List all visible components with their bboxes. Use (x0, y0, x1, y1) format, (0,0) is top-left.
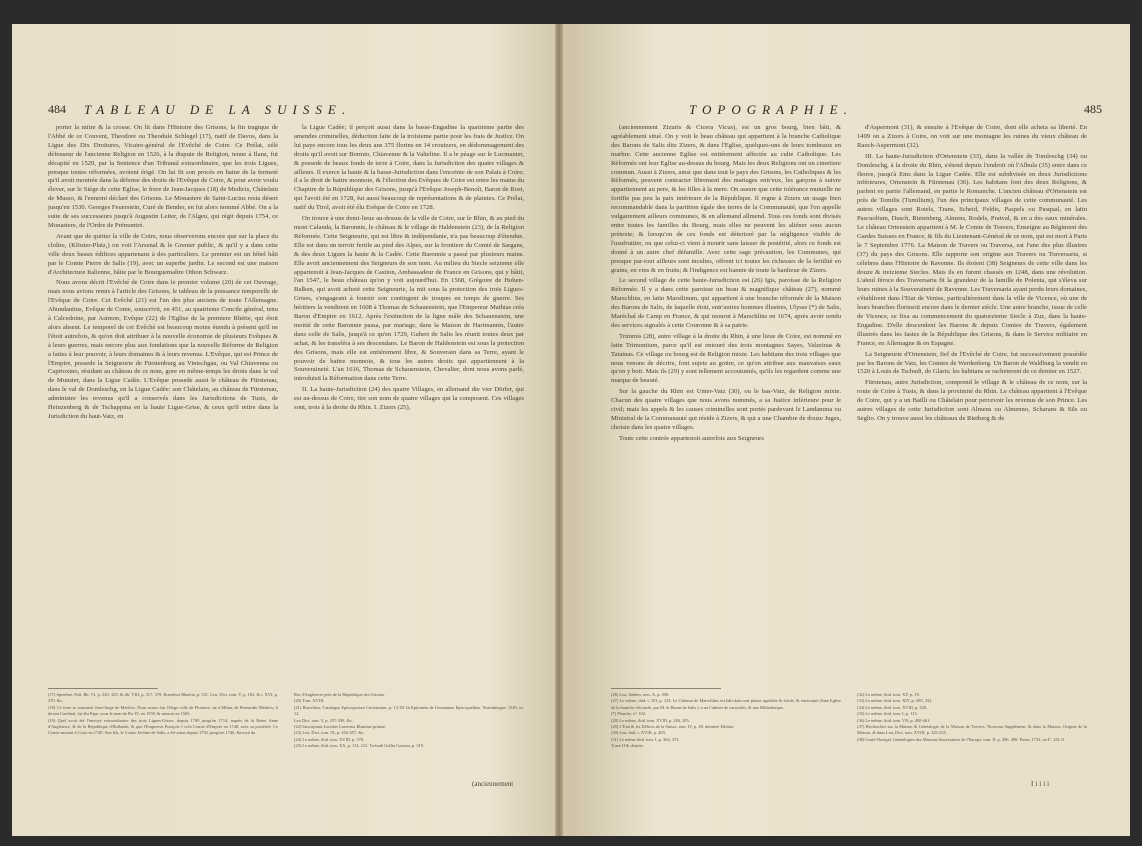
book-gutter (555, 24, 563, 836)
footnote: (25) Le même, ibid. tom. XX, p. 114, 213. Tschudi Gallia Comata, p. 319. (294, 743, 425, 749)
footnote: (30) Leu, ibid. t. XVIII, p. 403. (611, 730, 666, 736)
footnote: (*) Planche, n° 102. (611, 711, 647, 717)
footnotes-right-1 (611, 692, 841, 750)
paragraph: (anciennement Zizuris & Cicera Vicus), est un gros bourg, bien bâti, & agréablement situé. On y voit le beau château qui appartient à la branche Catholique des Barons de Salis dits Zizers, & dans l'Eglise, quelques-uns de leurs tombeaux en marbre. Cette ancienne Eglise est entiérement affectée au culte Catholique. Les Réformés ont leur Eglise au-dessus du bourg. Mais les deux Religions ont un cimetiere commun. Aussi à Zizers, ainsi que dans tout le pays des Grisons, les Catholiques & les Réformés, peuvent contracter librement des mariages entr'eux, les garçons à suivre appartiennent au pere, & les filles à la mere. On assure que cette tolérance mutuelle ne fortifie pas peu la paix intérieure de la République. Il regne à Zizers un usage bien recommandable dans la partition égale des terres de la Communauté, que l'on appelle vulgairement ailleurs communes, & en allemand allmend. Tous ces fonds sont divisés entre toutes les familles du Bourg, mais elles ne peuvent les aliéner sous aucun prétexte; & lorsqu'on de ces fonds est déterioré par la négligence visible de l'usufruitier, ou que celui-ci vient à mourir sans laisser de postérité, alors ce fonds est donné à un autre chef défamille. Avec cette sage précaution, les Communes, qui presque par-tout ailleurs sont incultes, offrent ici toutes les richesses de la fertilité en grains, en vins & en fruits; & l'indigence est bannie de toute la banlieue de Zizers. (611, 124, 841, 274)
footnote: (19) Quel avoit été l'envoyé extraordinaire des trois Ligues-Grises, depuis 1700 jusqu'en 1714, auprès de la Reine Anne d'Angleterre, & de la République d'Hollande, & que l'Empereur François I créa Comte d'Empire en 1748, avec sa postérité. Ce Comte mourut à Coire en 1749. Son fils, le Comte Jérôme de Salis, a été aussi depuis 1750, jusqu'en 1746, Envoyé du (48, 717, 278, 736)
paragraph: La Seigneurie d'Ortenstein, fief de l'Evêché de Coire, fut successivement possédée par les Barons de Vatz, les Comtes de Werdenberg. Un Baron de Waldburg la vendit en 1520 à Louis de Tschudi, de Glaris; les habitans se racheterent de ce dernier en 1527. (857, 350, 1087, 376)
footnote: (35) Le même, ibid. tom. I, p. 113. (857, 711, 918, 717)
paragraph: II. La haute-Jurisdiction (24) des quatre Villages, en allemand die vier Dörfer, qui est au-dessus de Coire, tire son nom de quatre villages qui la composent. Ces villages sont, trois à la droite du Rhin. I. Zizers (25), (294, 386, 524, 412)
footnote: (29) L'Etat & les Délices de la Suisse, tom. IV, p. 48, derniere Edition. (611, 724, 735, 730)
paragraph: Sur la gauche du Rhin est Unter-Vatz (30), ou le bas-Vatz, de Religion mixte. Chacun des quatre villages que nous avons nommés, a sa Justice inférieure pour le civil; mais les appels & les causes criminelles sont portés pardevant le Landamma ou Ministral de la Communauté qui réside à Zizers, & qui a une Chambre de douze Juges, choisie dans les quatre villages. (611, 388, 841, 431)
footnote: (32) Le même, ibid. tom. XV, p. 19. (857, 692, 920, 697)
footnotes-left-2 (294, 692, 524, 750)
paragraph: la Ligue Cadée; il perçoit aussi dans la basse-Engadine la quatrieme partie des amendes criminelles, déduction faite de la troisieme partie pour les frais de Justice. On lui paye encore tous les deux ans 375 florins en 14 croutzers, en dédommagement des droits qu'il avoit sur Bormio, Chiavenne & la Valteline. Il a le péage sur le Lucmanier, & possede de beaux fonds de terre à Coire, dans la Jurisdiction des quatre villages & ailleurs. Il exerce la haute & la basse-Jurisdiction dans l'enceinte de son Palais à Coire; il a le droit de battre monnoie, & l'élection des Evêques de Coire est entre les mains du Chapitre de la République des Grisons, jusqu'à l'Evêque Joseph-Benoît, Baron de Rost, qui l'avoit été en 1728, fut aussi beaucoup de représentations & de plaintes. Ce Prélat, natif du Tirol, avoit été élu Evêque de Coire en 1728. (294, 124, 524, 212)
running-head-right: TOPOGRAPHIE. (689, 102, 853, 117)
paragraph: Fürstenau, autre Jurisdiction, comprend le village & le château de ce nom, sur la route de Coire à Tusis, & dans la proximité du Rhin. Le château appartient à l'Evêque de Coire, qui y a un Bailli ou Châtelain pour percevoir les revenus de son Prince. Les autres villages de cette Jurisdiction sont Almens ou Almenno, Scharans & Sils ou Seglio. On y trouve aussi les châteaux de Rietberg & de (857, 379, 1087, 422)
paragraph: Avant que de quitter la ville de Coire, nous observerons encore que sur la place du cloître, (Klöster-Platz,) on voit l'Arsenal & le Grenier public, & qu'il y a dans cette ville deux beaux édifices appartenans à des particuliers. Le premier est un hôtel bâti par le Comte Pierre de Salis (19), avec un superbe jardin. Le second est une maison d'Architecture Italienne, bâtie par le Bourguemaître Othon Schwarz. (48, 232, 278, 276)
paragraph: Toute cette contrée appartenoit autrefois aux Seigneurs (619, 434, 764, 442)
paragraph: d'Aspermont (31), & ensuite à l'Evêque de Coire, dont elle acheta sa liberté. En 1499 on a Zizers à Coire, on voit sur une montagne les ruines du vieux château de Rauch-Aspermont (32). (857, 124, 1087, 149)
paragraph: Trimmis (28), autre village à la droite du Rhin, à une lieue de Coire, est nommé en latin Trimontium, parce qu'il est entouré des trois montagnes Sayes, Valzeinas & Tatainas. Ce village ou bourg est de Religion mixte. Les habitans des trois villages que nous venons de décrire, font sujets au goitre, ce qu'on attribue aux mauvaises eaux qu'on y boit. Mais ils (29) y sont tellement accoutumés, qu'ils les regardent comme une marque de beauté. (611, 332, 841, 385)
right-page (571, 24, 1130, 836)
footnote: (27) Le même, ibid. t. XII, p. 123. Le Château de Marschlins est bâti dans une plaine agréable & fertile, & environné d'une Eglise de la branche réformée, par M. le Baron de Salis y a un Cabinet de curiosités, & une Bibliotheque. (611, 698, 841, 710)
right-column-1 (611, 124, 841, 446)
paragraph: III. La haute-Jurisdiction d'Ortenstein (33), dans la vallée de Tomleschg (34) ou Domleschg, à la droite du Rhin, s'étend depuis l'endroit où l'Albula (35) entre dans ce fleuve, jusqu'à Ems dans la Ligue Cadée. Elle est subdivisée en deux Jurisdictions inférieures, Ortenstein & Fürstenau (36). Les habitans font des deux Religions, & parlent en partie l'allemand, en partie le Romanche. L'ancien château d'Ortenstein est près de Tomilis (Tumilium), l'un des principaux villages de cette communauté. Les autres villages sont Rotels, Trans, Scheid, Feldis, Paspels ou Pasqual, en latin Pascuolium, Dusch, Rietenberg, Almens, Rodels, Pratval, & en a des eaux minérales. Le château Ortenstein appartient à M. le Comte de Travers, Enseigne au Régiment des Gardes Suisses en France, & fils du Lieutenant-Général de ce nom, qui est mort à Paris le 7 Septembre 1776. La Maison de Travers ou Traversa, est l'une des plus illustres (37) du pays des Grisons. Elle rapporte son origine aux Travers ou Traversaria, si célebres dans l'Histoire de Ravenne. Ils étoient (38) Seigneurs de cette ville dans les douze & treizieme Siecles. Mais ils en furent chassés en 1248, dans une révolution. L'aïeul féroce des Traversaria fit la grandeur de la famille de Polenta, qui s'éleva sur leurs ruines à la Souveraineté de Ravenne. Les Traversaria ayant perdu leurs domaines, s'établirent dans l'Etat de Venise, particuliérement dans la ville de Vicence, où une de leurs branches florissoit encore dans le dernier siécle. Une autre branche, issue de celle de Vicence, se fixa au commencement du quatorzieme Siecle à Zuz, dans la haute-Engadine. D'elle descendent les Barons & depuis Comtes de Travers, également illustrés dans les fastes de la République des Grisons, & dans le Service militaire en France, en Allemagne & en Espagne. (857, 152, 1087, 347)
left-page (12, 24, 571, 836)
footnote: (33) Le même, ibid. tom. XIV, p. 300, 332. (857, 698, 933, 704)
running-head-left: TABLEAU DE LA SUISSE. (84, 102, 352, 117)
footnotes-right-2 (857, 692, 1087, 743)
footnote: (17) Spreeher, Pall. Rh. VI, p. 240, 325; & lib. VIII, p. 317, 378. Rosenboi Rhaetia, p. 331. Leu, Dict. tom. V, p. 183, & t. XVI, p. 370. &c. (48, 692, 278, 704)
footnote: (36) Le même, ibid. tom. VII, p. 400-461. (857, 717, 931, 723)
signature-mark: Iiiii (1031, 780, 1052, 788)
footnote: (21) Bruschius, Catalogus Episcoporum Curiensium, p. 12-30. In Epitomen de Germaniae Episcopatibus. Norimbergae, 1549, in-12. (294, 704, 524, 717)
footnote: Roi d'Angleterre près de la République des Grisons. (294, 692, 386, 697)
footnote-rule (48, 688, 158, 689)
page-number-left: 484 (48, 102, 66, 116)
footnote: Leu Dict. tom. V, p. 257-298. &c. (294, 717, 354, 723)
left-column-1 (48, 124, 278, 424)
footnote: (22) Suscriptum Lucidus Curiensis Rhaetiae primae. (294, 724, 387, 730)
footnote: (24) Le même, ibid. tom. XVIII, p. 370. (294, 736, 365, 742)
footnote: Tome II & dernier. (611, 743, 644, 749)
footnote: (20) Tom. XVIII. (294, 698, 325, 704)
footnote: (31) Le même ibid. tom. I, p. 364, 372. (611, 736, 680, 742)
left-column-2 (294, 124, 524, 415)
footnote: (38) Grafe-Navigal, Généalogies des Maisons Souveraines de l'Europe, tom. II, p. 496. 490. Pavia, 1732, in-4°, 201 ff. (857, 736, 1066, 742)
paragraph: On trouve à une demi-lieue au-dessus de la ville de Coire, sur le Rhin, & au pied du mont Calanda, la Baronnie, le château & le village de Haldenstein (23), de la Religion Réformée. Cette Seigneurie, qui est libre & indépendante, n'a pas beaucoup d'étendue. Elle est dans un terroir fertile au pied des Alpes, sur la frontiere du Comté de Sargans, & des deux Ligues la haute & la Cadée. Cette Baronnie a passé par plusieurs mains. Elle avoit anciennement des Seigneurs de son nom. Au milieu du Siecle seizieme elle appartenoit à Jean-Jacques de Castion, Ambassadeur de France en Grisons, qui y bâtit, l'an 1547, le beau château qu'on y voit aujourd'hui. En 1568, Grégoire de Hohen-Balken, qui avoit acheté cette Seigneurie, la mit sous la protection des trois Ligues-Grises, s'engageant à fournir son contingent de troupes en temps de guerre. Ses héritiers la vendirent en 1608 à Thomas de Schauenstein, que l'Empereur Mathias créa Baron d'Empire en 1612. Après l'extinction de la ligne mâle des Schauenstein, une moitié de cette Baronnie passa, par mariage, dans la Maison de Hartmannis, l'autre dans celle de Salis, jusqu'à ce qu'en 1729, Gubert de Salis les réunit toutes deux par achat, & les transféra à ses descendans. Le Baron de Haldenstein est sous la protection des Grisons, mais elle est entiérement libre, & Souverain dans sa Terre, ayant le pouvoir de battre monnoie, & tous les autres droits qui appartiennent à la Souveraineté. L'an 1616, Thomas de Schauenstein, Chevalier, dont nous avons parlé, introduisit la Réformation dans cette Terre. (294, 215, 524, 383)
footnote: (26) Leu, ibidem, tom. X, p. 390. (611, 692, 670, 697)
footnote: (28) Le même, ibid. tom. XVIII, p. 284, 285. (611, 717, 690, 723)
page-number-right: 485 (1084, 102, 1102, 116)
book-spread (12, 24, 1130, 836)
footnote: (37) Recherches sur la Maison & Généalogie de la Maison de Travers, Nouveau Supplément, & dans la Maison, Origine de la Maison, & dans Leu, Dict. tom. XVIII, p. 225-235. (857, 724, 1087, 736)
footnote: (34) Le même, ibid. tom. XVIII, p. 320. (857, 704, 928, 710)
catchword: (anciennement (472, 780, 514, 788)
paragraph: Nous avons décrit l'Evêché de Coire dans le premier volume (20) de cet Ouvrage, mais nous avions remis à l'article des Grisons, le tableau de la puissance temporelle de l'Evêque de Coire. Cet Evêché (21) est l'un des plus anciens de toute l'Allemagne. Abundantius, Evêque de Come, souscrivit, en 451, au quatrieme Concile général, tenu à Calcedoine, par Asimon, Evêque (22) de l'Eglise de la premiere Rhétie, qui étoit alors absent. Le temporel de cet Evêché est beaucoup moins étendu à présent qu'il ne l'étoit autrefois, & qu'on doit attribuer à la nouvelle économie de plusieurs Evêques & à leurs guerres, mais encore plus aux fondations que la nouvelle Réforme de Religion a faites à leur pouvoir, à leurs domaines & à leurs revenus. L'Evêque, qui est Prince de l'Empire, possede la Seigneurie de Fürstenburg au Vintschgau, ou Val Chiavenna ou Caprioxino, résidant au château de ce nom, gore en même-temps les droits dans le val de Munster, dans la Ligue Cadée. L'Evêque possede aussi le château de Fürstenau, dans le val de Domleschg, en la Ligue Cadée: son Châtelain, au château de Fürstenau, administre les revenus qu'il a conservés dans les Jurisdictions de Tusis, de Heinzenberg & de Tschappina en la haute Ligue-Grise, & ceux qu'il retire dans la Jurisdiction du haut-Vatz, en (48, 279, 278, 420)
footnotes-left-1 (48, 692, 278, 737)
footnote: (18) Ce frere se nommoit Jean-Ange de Medicis. Nous avons fait l'éloge celle de Florence, né à Milan, de Bernardin Medicis; il devint Cardinal, fut élu Pape, sous le nom de Pie IV, en 1559, & mourut en 1565. (48, 704, 278, 717)
right-column-2 (857, 124, 1087, 426)
footnote: (23) Leu, Dict. tom. IX, p. 452-457, &c. (294, 730, 365, 736)
footnote-rule (611, 688, 721, 689)
paragraph: Le second village de cette haute-Jurisdiction est (26) Igis, paroisse de la Religion Réformée. Il y a dans cette paroisse un beau & magnifique château (27), nommé Marschlins, en latin Marsilinum, qui appartient à une branche réformée de la Maison des Barons de Salis, de laquelle étoit, entr'autres hommes illustres, Ulysse (*) de Salis, Maréchal de Camp en France, & qui mourut à Marschlins en 1674, après avoir rendu des services signalés à cette Couronne & à sa patrie. (611, 277, 841, 329)
paragraph: porter la mitre & la crosse. On lit dans l'Histoire des Grisons, la fin tragique de l'Abbé de ce Couvent, Theodore ou Theodule Schlegel (17), natif de Davos, dans la Ligue des Dix Droitures, Vicaire-général de l'Evêché de Coire. Ce Prélat, zélé défenseur de l'ancienne Religion en 1526, à la dispute de Religion, tenue à Ilanz, fut décapité en 1529, par la Sentence d'un Tribunal extraordinaire, que les trois Ligues, presque toutes réformées, avoient érigé. On lui fit son procès en haine de la fermeté qu'il avoit montrée dans la défense des droits de l'Evêque de Coire, & pour avoir voulu élever, sur le Siége de cette Eglise, le frere de Jean-Jacques (18) de Medicis, Châtelain de Musso, & l'ennemi déclaré des Grisons. Le Monastere de Saint-Lucius resta désert jusqu'en 1530. Georges Feuerstein, Curé de Bender, en fut alors nommé Abbé. On a la suite de ses successeurs jusqu'à Augustin Leiter, de l'Algeu, qui régit depuis 1754, ce Monastere, de l'Ordre de Prémontré. (48, 124, 278, 229)
